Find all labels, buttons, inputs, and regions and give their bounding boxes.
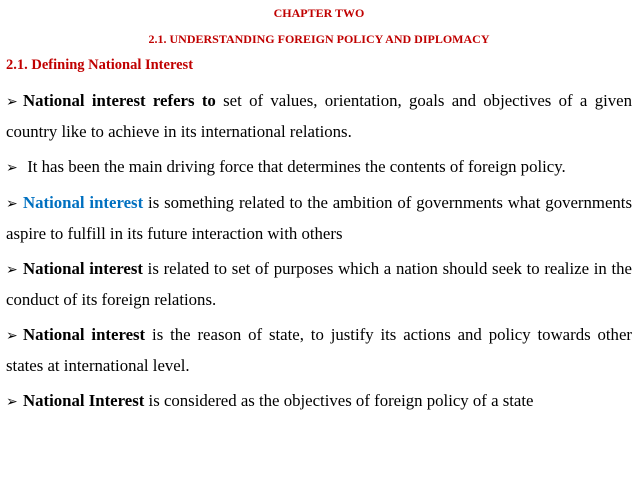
bullet-item	[6, 254, 632, 315]
bullet-item	[6, 320, 632, 381]
arrow-bullet-icon: ➢	[6, 262, 18, 278]
bullet-list	[6, 86, 632, 422]
section-title: 2.1. UNDERSTANDING FOREIGN POLICY AND DIPLOMACY	[148, 32, 490, 46]
bullet-lead: National interest	[23, 325, 146, 344]
bullet-lead: National Interest	[23, 391, 145, 410]
arrow-bullet-icon: ➢	[6, 394, 18, 410]
bullet-text: set of values, orientation, goals and objectives of a given country like to achieve in its international relations.	[6, 91, 632, 141]
arrow-bullet-icon: ➢	[6, 160, 18, 176]
bullet-item	[6, 86, 632, 147]
arrow-bullet-icon: ➢	[6, 328, 18, 344]
bullet-text: It has been the main driving force that determines the contents of foreign policy.	[23, 157, 566, 176]
bullet-text: is related to set of purposes which a nation should seek to realize in the conduct of its foreign relations.	[6, 259, 632, 309]
chapter-title: CHAPTER TWO	[273, 6, 365, 20]
subheading: 2.1. Defining National Interest	[6, 57, 194, 73]
bullet-text: is the reason of state, to justify its actions and policy towards other states at international level.	[6, 325, 632, 375]
bullet-text: is considered as the objectives of foreign policy of a state	[144, 391, 534, 410]
bullet-item	[6, 152, 632, 183]
arrow-bullet-icon: ➢	[6, 196, 18, 212]
bullet-item	[6, 386, 632, 417]
arrow-bullet-icon: ➢	[6, 94, 18, 110]
bullet-text: is something related to the ambition of governments what governments aspire to fulfill in its future interaction with others	[6, 193, 632, 243]
bullet-lead: National interest	[23, 193, 144, 212]
bullet-lead: National interest	[23, 259, 143, 278]
bullet-lead: National interest refers to	[23, 91, 216, 110]
bullet-item	[6, 188, 632, 249]
